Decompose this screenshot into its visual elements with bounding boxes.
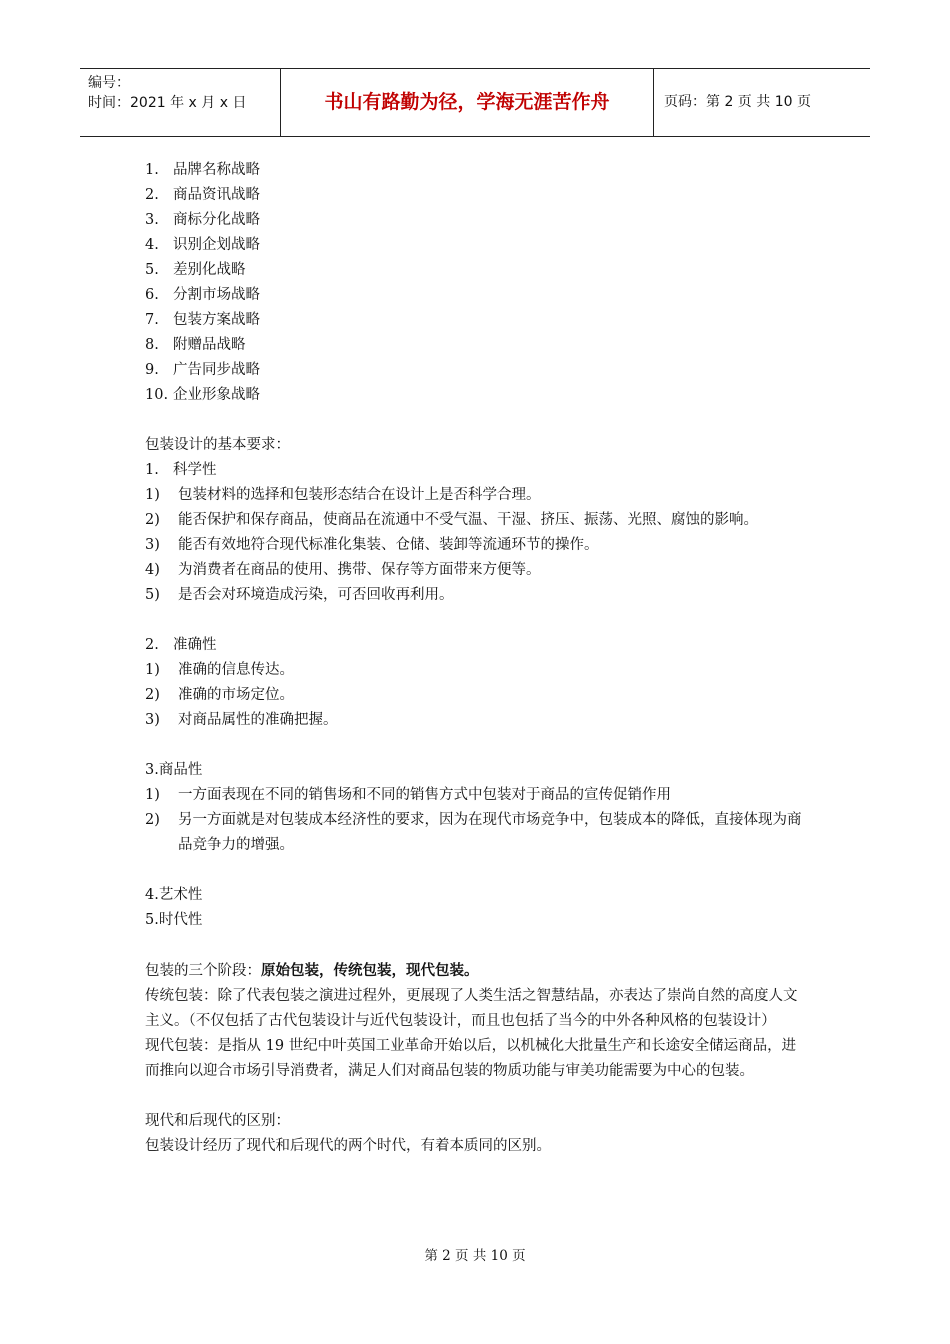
list-item: 3) 对商品属性的准确把握。 <box>145 712 338 728</box>
list-item: 1) 包装材料的选择和包装形态结合在设计上是否科学合理。 <box>145 487 541 503</box>
list-item: 6. 分割市场战略 <box>145 287 260 303</box>
page-header <box>80 68 870 137</box>
list-item: 2) 另一方面就是对包装成本经济性的要求，因为在现代市场竞争中，包装成本的降低，直接体现为商品竞争力的增强。 <box>145 812 802 853</box>
modern-packaging-paragraph: 现代包装：是指从 19 世纪中叶英国工业革命开始以后，以机械化大批量生产和长途安全储运商品，进而推向以迎合市场引导消费者，满足人们对商品包装的物质功能与审美功能需要为中心的包装。 <box>145 1038 797 1079</box>
list-item: 2) 准确的市场定位。 <box>145 687 294 703</box>
difference-title: 现代和后现代的区别： <box>145 1113 290 1129</box>
document-id-label: 编号： <box>88 75 130 91</box>
strategy-list <box>145 158 810 408</box>
list-item: 1) 一方面表现在不同的销售场和不同的销售方式中包装对于商品的宣传促销作用 <box>145 787 671 803</box>
section-heading: 3.商品性 <box>145 762 203 778</box>
page-footer: 第 2 页 共 10 页 <box>424 1248 526 1264</box>
difference-text: 包装设计经历了现代和后现代的两个时代，有着本质同的区别。 <box>145 1138 551 1154</box>
list-item: 1. 品牌名称战略 <box>145 162 260 178</box>
requirements-title: 包装设计的基本要求： <box>145 437 290 453</box>
list-item: 5. 差别化战略 <box>145 262 246 278</box>
list-item: 4) 为消费者在商品的使用、携带、保存等方面带来方便等。 <box>145 562 541 578</box>
list-item: 8. 附赠品战略 <box>145 337 246 353</box>
list-item: 3. 商标分化战略 <box>145 212 260 228</box>
stages-paragraph: 包装的三个阶段：原始包装，传统包装，现代包装。 <box>145 962 479 979</box>
list-item: 9. 广告同步战略 <box>145 362 260 378</box>
list-item: 7. 包装方案战略 <box>145 312 260 328</box>
traditional-packaging-paragraph: 传统包装：除了代表包装之演进过程外，更展现了人类生活之智慧结晶，亦表达了崇尚自然的高度人文主义。（不仅包括了古代包装设计与近代包装设计，而且也包括了当今的中外各种风格的包装设计） <box>145 988 798 1029</box>
list-item: 5) 是否会对环境造成污染，可否回收再利用。 <box>145 587 454 603</box>
section-heading: 5.时代性 <box>145 912 203 928</box>
header-page-info: 页码：第 2 页 共 10 页 <box>664 94 811 110</box>
list-item: 1) 准确的信息传达。 <box>145 662 294 678</box>
document-time-label: 时间：2021 年 x 月 x 日 <box>88 95 247 111</box>
list-item: 2) 能否保护和保存商品，使商品在流通中不受气温、干湿、挤压、振荡、光照、腐蚀的影响。 <box>145 512 758 528</box>
section-heading: 1. 科学性 <box>145 462 217 478</box>
document-body <box>145 158 810 1159</box>
section-heading: 2. 准确性 <box>145 637 217 653</box>
list-item: 4. 识别企划战略 <box>145 237 260 253</box>
header-motto: 书山有路勤为径，学海无涯苦作舟 <box>281 69 654 136</box>
list-item: 2. 商品资讯战略 <box>145 187 260 203</box>
stages-bold-text: 原始包装，传统包装，现代包装。 <box>261 962 479 979</box>
list-item: 3) 能否有效地符合现代标准化集装、仓储、装卸等流通环节的操作。 <box>145 537 599 553</box>
header-meta <box>80 69 281 136</box>
section-heading: 4.艺术性 <box>145 887 203 903</box>
list-item: 10. 企业形象战略 <box>145 387 260 403</box>
